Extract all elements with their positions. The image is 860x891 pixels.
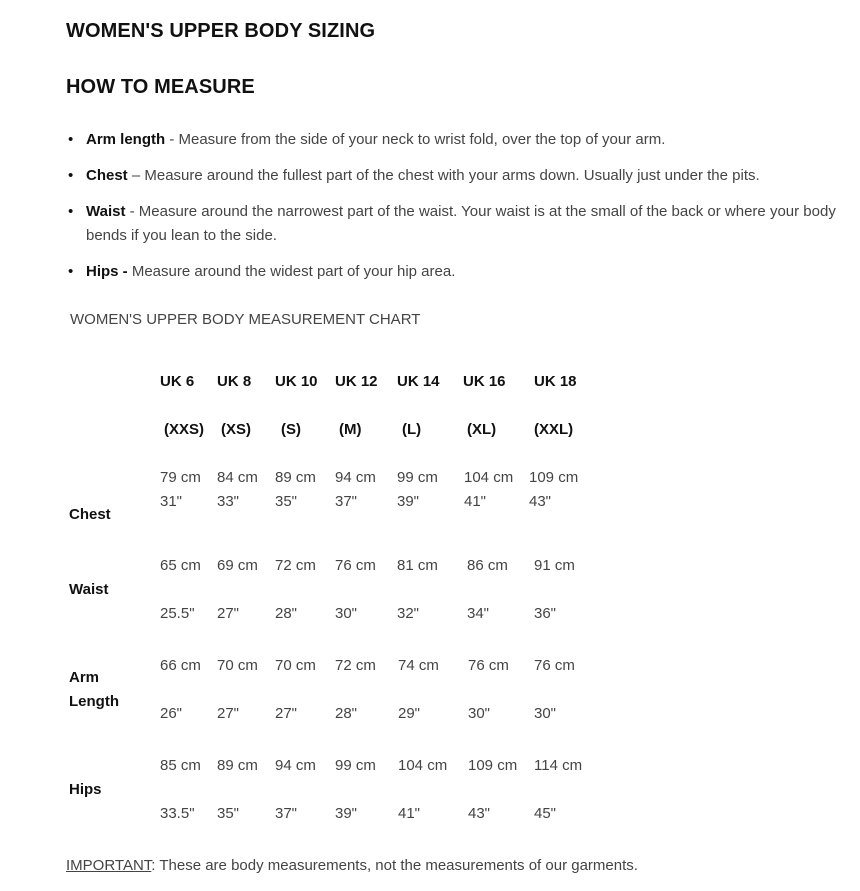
- cell-cm: 69 cm: [217, 557, 258, 574]
- cell-inch: 39": [397, 493, 420, 510]
- size-header-letter: (L): [402, 421, 422, 438]
- cell-inch: 35": [217, 805, 240, 822]
- cell-cm: 66 cm: [160, 657, 201, 674]
- cell-inch: 27": [275, 705, 298, 722]
- row-label: Chest: [69, 506, 111, 523]
- cell-inch: 43": [468, 805, 491, 822]
- size-header-uk: UK 14: [397, 373, 440, 390]
- size-header-uk: UK 12: [335, 373, 378, 390]
- row-label: Waist: [69, 581, 109, 598]
- cell-inch: 30": [468, 705, 491, 722]
- cell-cm: 76 cm: [335, 557, 376, 574]
- cell-inch: 35": [275, 493, 298, 510]
- important-note: [66, 857, 638, 874]
- cell-inch: 25.5": [160, 605, 195, 622]
- size-header-letter: (XL): [467, 421, 497, 438]
- cell-cm: 99 cm: [397, 469, 438, 486]
- cell-cm: 81 cm: [397, 557, 438, 574]
- bullet-term: Hips -: [86, 263, 128, 280]
- cell-cm: 85 cm: [160, 757, 201, 774]
- cell-inch: 34": [467, 605, 490, 622]
- bullet-term: Waist: [86, 203, 126, 220]
- cell-cm: 76 cm: [534, 657, 575, 674]
- size-header-uk: UK 6: [160, 373, 195, 390]
- cell-cm: 79 cm: [160, 469, 201, 486]
- cell-cm: 104 cm: [398, 757, 448, 774]
- cell-cm: 70 cm: [217, 657, 258, 674]
- important-text: : These are body measurements, not the measurements of our garments.: [151, 857, 638, 874]
- bullet-text: - Measure from the side of your neck to wrist fold, over the top of your arm.: [165, 131, 666, 148]
- cell-cm: 114 cm: [534, 757, 583, 774]
- cell-inch: 45": [534, 805, 557, 822]
- cell-cm: 86 cm: [467, 557, 508, 574]
- cell-cm: 84 cm: [217, 469, 258, 486]
- cell-cm: 109 cm: [529, 469, 579, 486]
- cell-inch: 36": [534, 605, 557, 622]
- cell-inch: 26": [160, 705, 183, 722]
- size-header-letter: (XXS): [164, 421, 205, 438]
- size-header-uk: UK 8: [217, 373, 252, 390]
- cell-inch: 41": [398, 805, 421, 822]
- cell-cm: 104 cm: [464, 469, 514, 486]
- size-header-letter: (S): [281, 421, 301, 438]
- bullet-term: Chest: [86, 167, 128, 184]
- size-header-uk: UK 18: [534, 373, 577, 390]
- cell-inch: 29": [398, 705, 421, 722]
- section-title-how-to-measure: HOW TO MEASURE: [66, 76, 255, 98]
- bullet-hips: [66, 260, 856, 284]
- bullet-waist: [66, 200, 836, 248]
- row-label: Length: [69, 693, 119, 710]
- bullet-text: Measure around the widest part of your hip area.: [127, 263, 456, 280]
- size-header-uk: UK 16: [463, 373, 506, 390]
- cell-inch: 28": [275, 605, 298, 622]
- cell-cm: 76 cm: [468, 657, 509, 674]
- chart-title: WOMEN'S UPPER BODY MEASUREMENT CHART: [70, 311, 421, 328]
- row-label: Arm: [69, 669, 100, 686]
- bullet-term: Arm length: [86, 131, 166, 148]
- cell-inch: 33.5": [160, 805, 195, 822]
- bullet-dot-icon: •: [68, 131, 74, 148]
- cell-cm: 72 cm: [275, 557, 316, 574]
- cell-cm: 72 cm: [335, 657, 376, 674]
- size-header-uk: UK 10: [275, 373, 318, 390]
- cell-cm: 109 cm: [468, 757, 518, 774]
- cell-inch: 43": [529, 493, 552, 510]
- size-header-letter: (XXL): [534, 421, 574, 438]
- size-header-letter: (M): [339, 421, 362, 438]
- cell-inch: 30": [534, 705, 557, 722]
- cell-inch: 37": [275, 805, 298, 822]
- cell-cm: 89 cm: [217, 757, 258, 774]
- bullet-dot-icon: •: [68, 203, 74, 220]
- cell-cm: 94 cm: [275, 757, 316, 774]
- bullet-dot-icon: •: [68, 263, 74, 280]
- cell-inch: 32": [397, 605, 420, 622]
- cell-inch: 33": [217, 493, 240, 510]
- cell-inch: 31": [160, 493, 183, 510]
- bullet-dot-icon: •: [68, 167, 74, 184]
- cell-inch: 27": [217, 705, 240, 722]
- size-header-letter: (XS): [221, 421, 251, 438]
- bullet-chest: [66, 164, 856, 188]
- cell-inch: 27": [217, 605, 240, 622]
- important-label: IMPORTANT: [66, 857, 152, 874]
- bullet-text: - Measure around the narrowest part of the waist. Your waist is at the small of the back or where your body bends if you lean to the side.: [86, 203, 836, 244]
- page-title: WOMEN'S UPPER BODY SIZING: [66, 20, 376, 42]
- cell-inch: 30": [335, 605, 358, 622]
- cell-cm: 70 cm: [275, 657, 316, 674]
- row-label: Hips: [69, 781, 102, 798]
- cell-cm: 89 cm: [275, 469, 316, 486]
- cell-cm: 91 cm: [534, 557, 575, 574]
- cell-inch: 39": [335, 805, 358, 822]
- cell-inch: 37": [335, 493, 358, 510]
- bullet-text: – Measure around the fullest part of the chest with your arms down. Usually just under the pits.: [127, 167, 760, 184]
- cell-inch: 28": [335, 705, 358, 722]
- cell-cm: 74 cm: [398, 657, 439, 674]
- cell-inch: 41": [464, 493, 487, 510]
- cell-cm: 65 cm: [160, 557, 201, 574]
- cell-cm: 94 cm: [335, 469, 376, 486]
- bullet-arm-length: [66, 128, 856, 152]
- cell-cm: 99 cm: [335, 757, 376, 774]
